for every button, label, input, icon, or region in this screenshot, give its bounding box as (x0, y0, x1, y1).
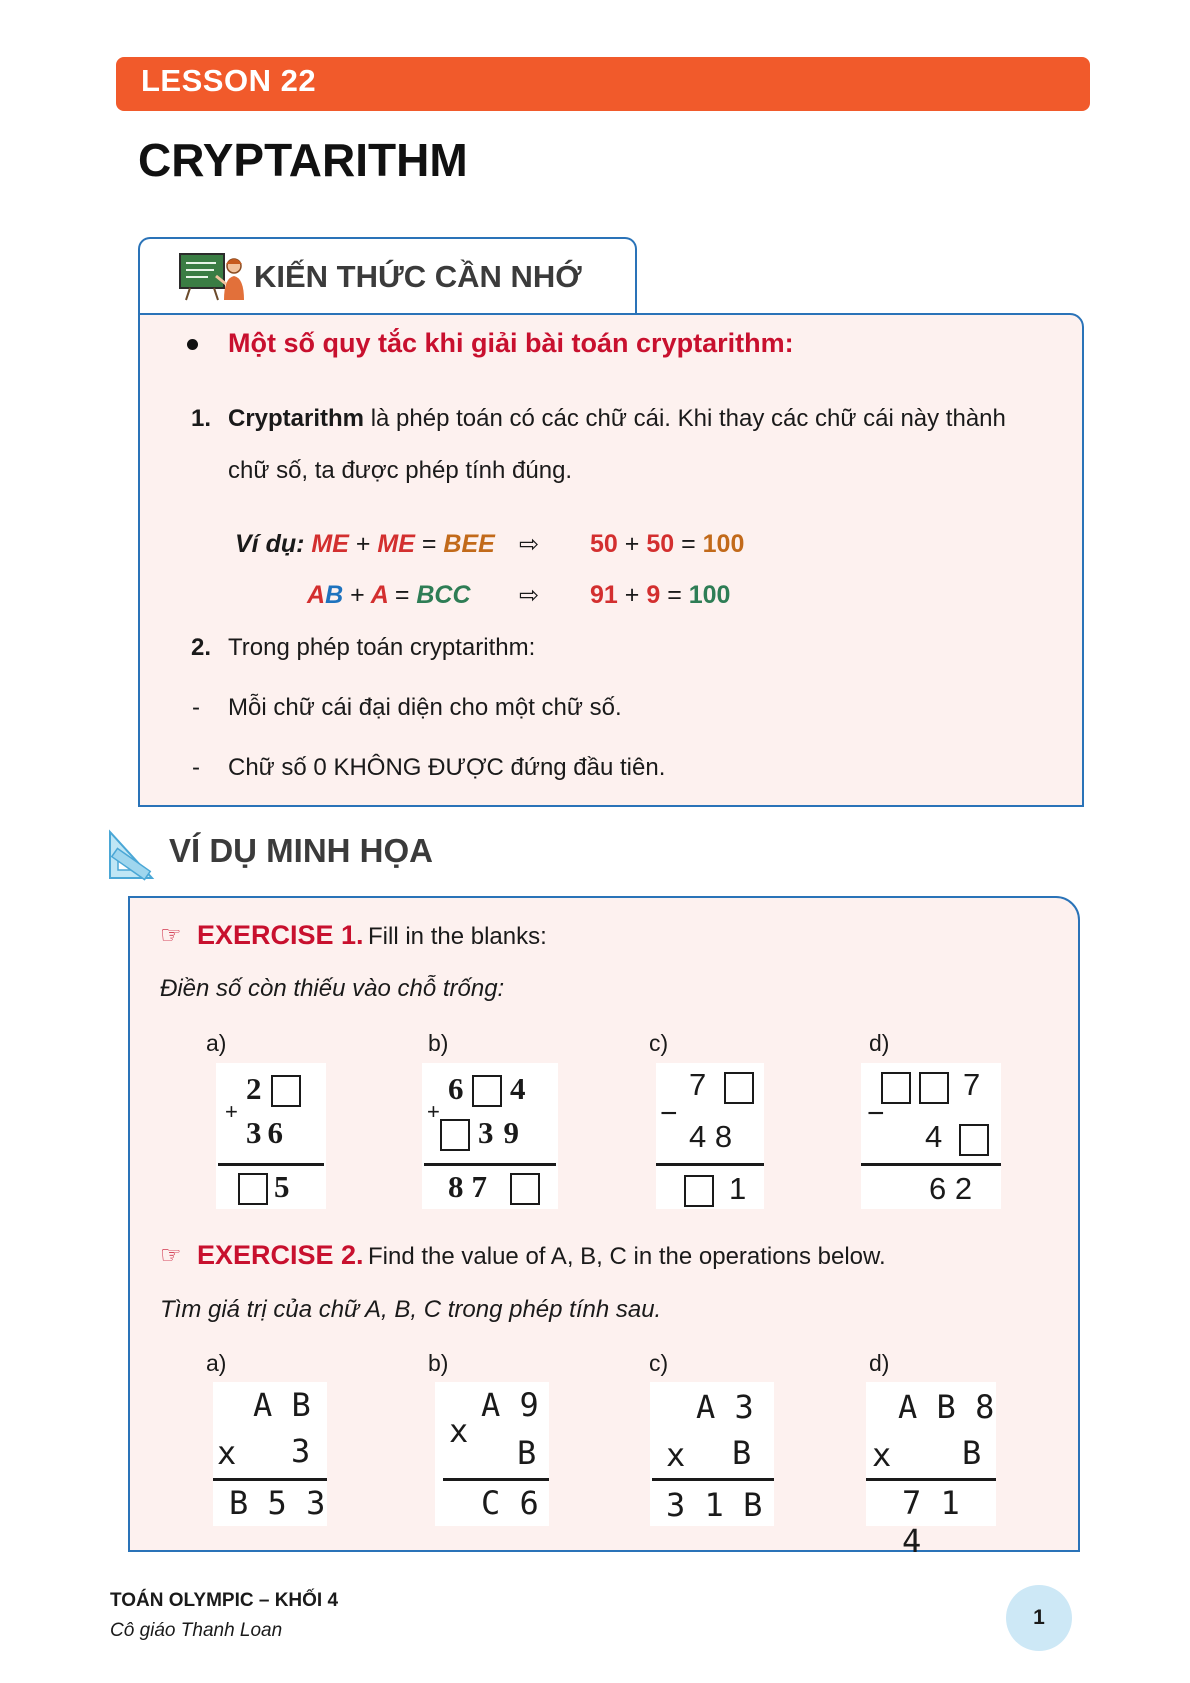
bullet-dot (187, 339, 198, 350)
blank-box[interactable] (472, 1075, 502, 1107)
letter-row-2: B (732, 1434, 752, 1472)
set-square-ruler-icon (106, 828, 160, 882)
digit: 7 (689, 1067, 707, 1102)
rules-heading: Một số quy tắc khi giải bài toán cryptarithm: (228, 328, 794, 358)
exercise1-problem-c (656, 1063, 764, 1209)
plus-sign: + (225, 1099, 238, 1124)
blank-box[interactable] (684, 1175, 714, 1207)
exercise1-problem-d (861, 1063, 1001, 1209)
blank-box[interactable] (959, 1124, 989, 1156)
footer-course: TOÁN OLYMPIC – KHỐI 4 (110, 1590, 339, 1611)
sum-line (424, 1163, 556, 1166)
product-line (213, 1478, 327, 1481)
pointing-hand-icon: ☞ (160, 922, 182, 949)
product-line (443, 1478, 549, 1481)
product-line (866, 1478, 996, 1481)
lesson-label: LESSON 22 (141, 63, 317, 98)
times-sign: x (449, 1412, 469, 1450)
exercise2-problem-c (650, 1382, 774, 1526)
exercise1-instruction: Điền số còn thiếu vào chỗ trống: (160, 975, 505, 1002)
minus-sign: − (660, 1097, 678, 1130)
page-title: CRYPTARITHM (138, 134, 468, 186)
digit: 6 (448, 1071, 464, 1106)
blank-box[interactable] (919, 1072, 949, 1104)
example-result-1: 50 + 50 = 100 (590, 530, 745, 558)
rule2-item-2: Chữ số 0 KHÔNG ĐƯỢC đứng đầu tiên. (228, 754, 666, 781)
blank-box[interactable] (510, 1173, 540, 1205)
digit: 4 (510, 1071, 526, 1106)
rule1-continuation: chữ số, ta được phép tính đúng. (228, 457, 573, 484)
rule1-text: Cryptarithm là phép toán có các chữ cái. Khi thay các chữ cái này thành (228, 405, 1006, 432)
letter-row-2: B (517, 1434, 537, 1472)
exercise1-problem-a (216, 1063, 326, 1209)
digit-row-3: 5 (274, 1169, 290, 1204)
arrow-icon: ⇨ (519, 582, 540, 609)
times-sign: x (217, 1434, 237, 1472)
letter-row-1: A 9 (481, 1386, 539, 1424)
knowledge-box (138, 313, 1084, 807)
digit-row-2: 4 8 (689, 1119, 733, 1154)
blank-box[interactable] (724, 1072, 754, 1104)
exercise2-label-a: a) (206, 1350, 227, 1376)
example-result-2: 91 + 9 = 100 (590, 581, 731, 609)
letter-row-2: 3 (291, 1432, 311, 1470)
letter-row-3: B 5 3 (229, 1484, 326, 1522)
difference-line (656, 1163, 764, 1166)
dash-marker: - (192, 694, 200, 721)
letter-row-1: A B (253, 1386, 311, 1424)
exercise2-problem-a (213, 1382, 327, 1526)
times-sign: x (872, 1436, 892, 1474)
times-sign: x (666, 1436, 686, 1474)
pointing-hand-icon: ☞ (160, 1242, 182, 1269)
product-line (652, 1478, 774, 1481)
exercise2-label-d: d) (869, 1350, 890, 1376)
letter-row-3: 3 1 B (666, 1486, 763, 1524)
examples-section-title: VÍ DỤ MINH HỌA (169, 832, 433, 869)
teacher-board-icon (178, 250, 250, 302)
digit-row-2: 39 (478, 1115, 529, 1150)
exercise2-heading: EXERCISE 2. Find the value of A, B, C in the operations below. (197, 1240, 886, 1270)
rule2-number: 2. (191, 634, 212, 661)
exercise2-problem-d (866, 1382, 996, 1560)
footer-author: Cô giáo Thanh Loan (110, 1620, 283, 1641)
digit-row-1: 2 (246, 1071, 262, 1106)
exercise1-problem-b (422, 1063, 558, 1209)
example-row-1: Ví dụ: ME + ME = BEE (235, 530, 495, 558)
example-row-2: AB + A = BCC (307, 581, 471, 609)
letter-row-3: C 6 (481, 1484, 539, 1522)
blank-box[interactable] (440, 1119, 470, 1151)
exercise1-label-c: c) (649, 1030, 669, 1056)
plus-sign: + (427, 1099, 440, 1124)
rule1-number: 1. (191, 405, 212, 432)
digit: 4 (925, 1119, 943, 1154)
digit-row-3: 6 2 (929, 1171, 973, 1206)
sum-line (218, 1163, 324, 1166)
digit: 7 (963, 1067, 981, 1102)
exercise2-label-c: c) (649, 1350, 669, 1376)
rule2-item-1: Mỗi chữ cái đại diện cho một chữ số. (228, 694, 622, 721)
digit-row-2: 36 (246, 1115, 289, 1150)
letter-row-1: A B 8 (898, 1388, 995, 1426)
exercise2-problem-b (435, 1382, 549, 1526)
dash-marker: - (192, 754, 200, 781)
arrow-icon: ⇨ (519, 531, 540, 558)
exercise1-heading: EXERCISE 1. Fill in the blanks: (197, 920, 547, 950)
blank-box[interactable] (881, 1072, 911, 1104)
exercise1-label-d: d) (869, 1030, 890, 1056)
letter-row-3: 7 1 4 (902, 1484, 960, 1560)
digit-row-3: 87 (448, 1169, 495, 1204)
rule2-text: Trong phép toán cryptarithm: (228, 634, 536, 661)
digit-row-3: 1 (729, 1171, 747, 1206)
letter-row-2: B (962, 1434, 982, 1472)
difference-line (861, 1163, 1001, 1166)
exercise2-instruction: Tìm giá trị của chữ A, B, C trong phép tính sau. (160, 1296, 662, 1323)
exercise1-label-a: a) (206, 1030, 227, 1056)
letter-row-1: A 3 (696, 1388, 754, 1426)
minus-sign: − (867, 1097, 885, 1130)
knowledge-title: KIẾN THỨC CẦN NHỚ (254, 259, 582, 294)
blank-box[interactable] (238, 1173, 268, 1205)
exercise1-label-b: b) (428, 1030, 449, 1056)
page-number: 1 (1006, 1585, 1072, 1651)
exercise2-label-b: b) (428, 1350, 449, 1376)
blank-box[interactable] (271, 1075, 301, 1107)
